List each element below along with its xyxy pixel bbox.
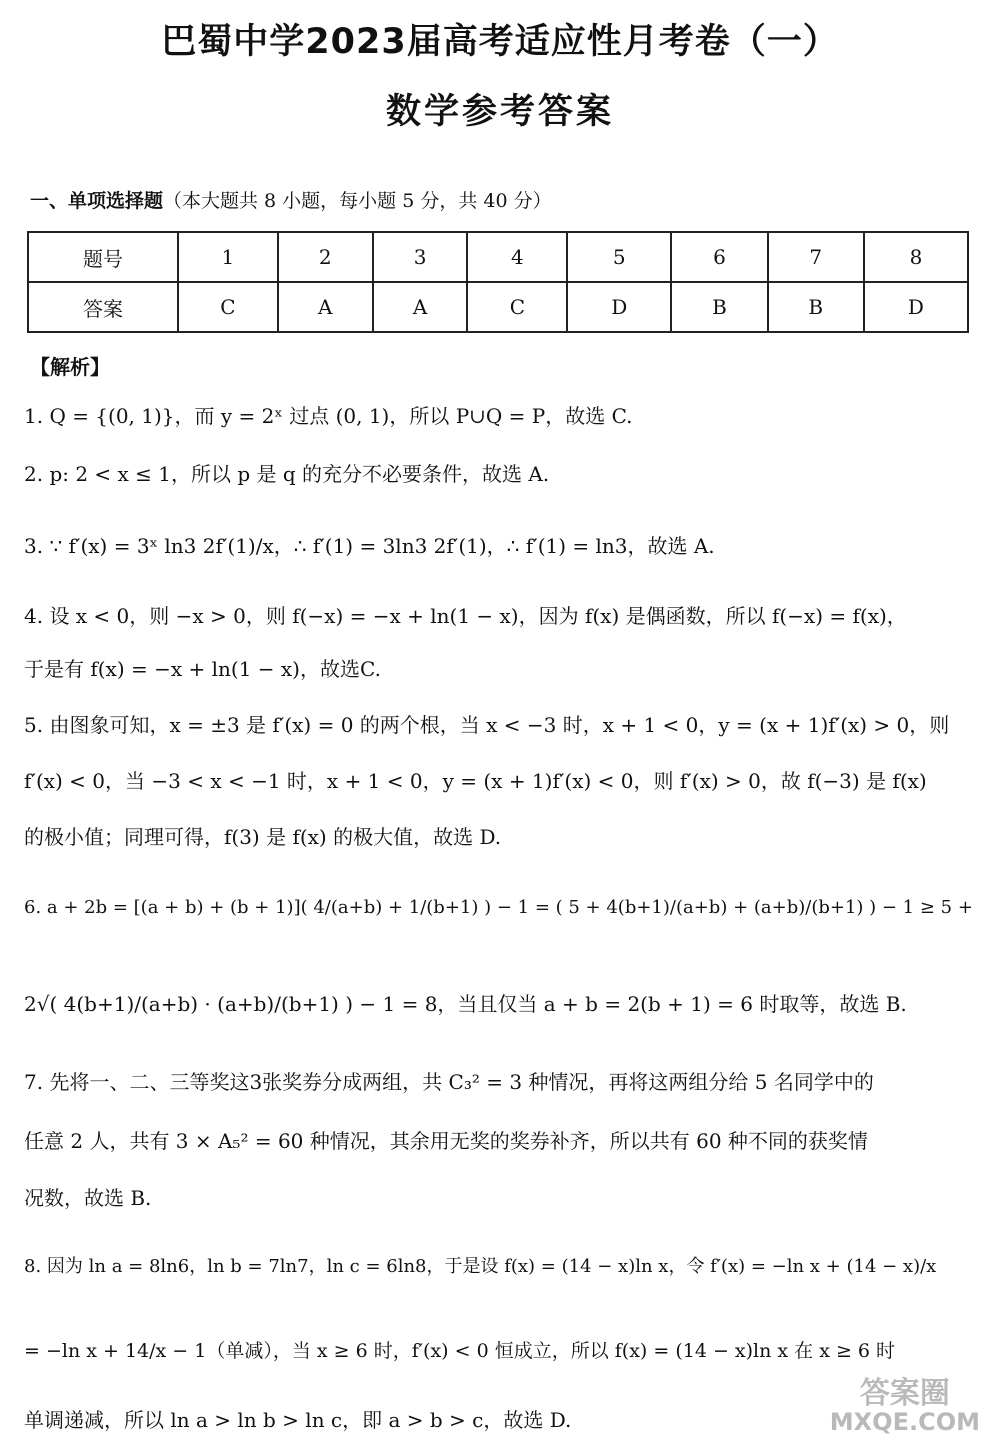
solution-line: 5. 由图象可知，x = ±3 是 f′(x) = 0 的两个根，当 x < −3 时，x + 1 < 0，y = (x + 1)f′(x) > 0，则 [24, 713, 950, 737]
solution-line: 于是有 f(x) = −x + ln(1 − x)，故选C. [24, 657, 381, 681]
answer-cell: D [864, 282, 968, 332]
section-note: （本大题共 8 小题，每小题 5 分，共 40 分） [163, 190, 552, 212]
question-number: 6 [671, 232, 767, 282]
solution-line: = −ln x + 14/x − 1（单减），当 x ≥ 6 时，f′(x) < 0 恒成立，所以 f(x) = (14 − x)ln x 在 x ≥ 6 时 [24, 1340, 896, 1362]
solution-line: 1. Q = {(0, 1)}，而 y = 2ˣ 过点 (0, 1)，所以 P∪Q = P，故选 C. [24, 404, 633, 428]
answer-cell: B [768, 282, 864, 332]
section-heading [30, 186, 552, 213]
answer-cell: C [178, 282, 278, 332]
watermark-logo-text: 答案圈 [859, 1376, 950, 1412]
question-number: 3 [373, 232, 468, 282]
question-number: 8 [864, 232, 968, 282]
solution-line: 2. p: 2 < x ≤ 1，所以 p 是 q 的充分不必要条件，故选 A. [24, 462, 550, 486]
solution-line: 的极小值；同理可得，f(3) 是 f(x) 的极大值，故选 D. [24, 825, 502, 849]
solution-line: 4. 设 x < 0，则 −x > 0，则 f(−x) = −x + ln(1 − x)，因为 f(x) 是偶函数，所以 f(−x) = f(x)， [24, 604, 907, 628]
table-row [28, 282, 968, 332]
solution-line: 6. a + 2b = [(a + b) + (b + 1)]( 4/(a+b) + 1/(b+1) ) − 1 = ( 5 + 4(b+1)/(a+b) + (a+b)/(b+1) ) − 1 ≥ 5 + [24, 897, 973, 918]
question-number: 4 [467, 232, 567, 282]
solution-line: 3. ∵ f′(x) = 3ˣ ln3 2f′(1)/x，∴ f′(1) = 3ln3 2f′(1)，∴ f′(1) = ln3，故选 A. [24, 534, 715, 558]
section-title: 一、单项选择题 [30, 190, 164, 212]
row-label: 答案 [28, 282, 178, 332]
answer-cell: D [567, 282, 671, 332]
question-number: 1 [178, 232, 278, 282]
analysis-label: 【解析】 [30, 355, 110, 379]
page-subtitle: 数学参考答案 [385, 92, 614, 132]
answer-table [27, 231, 969, 333]
solution-line: 况数，故选 B. [24, 1186, 152, 1210]
answer-cell: B [671, 282, 767, 332]
answer-cell: A [278, 282, 373, 332]
row-label: 题号 [28, 232, 178, 282]
solution-line: f′(x) < 0，当 −3 < x < −1 时，x + 1 < 0，y = (x + 1)f′(x) < 0，则 f′(x) > 0，故 f(−3) 是 f(x) [24, 769, 927, 793]
question-number: 7 [768, 232, 864, 282]
question-number: 5 [567, 232, 671, 282]
solution-line: 2√( 4(b+1)/(a+b) · (a+b)/(b+1) ) − 1 = 8，当且仅当 a + b = 2(b + 1) = 6 时取等，故选 B. [24, 992, 907, 1016]
answer-cell: C [467, 282, 567, 332]
solution-line: 任意 2 人，共有 3 × A₅² = 60 种情况，其余用无奖的奖券补齐，所以共有 60 种不同的获奖情 [24, 1129, 868, 1153]
solution-line: 8. 因为 ln a = 8ln6，ln b = 7ln7，ln c = 6ln8，于是设 f(x) = (14 − x)ln x，令 f′(x) = −ln x + (14 − x)/x [24, 1256, 937, 1277]
question-number: 2 [278, 232, 373, 282]
page-title: 巴蜀中学2023届高考适应性月考卷（一） [161, 22, 839, 62]
solution-line: 7. 先将一、二、三等奖这3张奖券分成两组，共 C₃² = 3 种情况，再将这两组分给 5 名同学中的 [24, 1070, 874, 1094]
answer-cell: A [373, 282, 468, 332]
table-row [28, 232, 968, 282]
site-watermark [830, 1378, 980, 1435]
solution-line: 单调递减，所以 ln a > ln b > ln c，即 a > b > c，故选 D. [24, 1408, 572, 1432]
watermark-url: MXQE.COM [829, 1407, 980, 1436]
